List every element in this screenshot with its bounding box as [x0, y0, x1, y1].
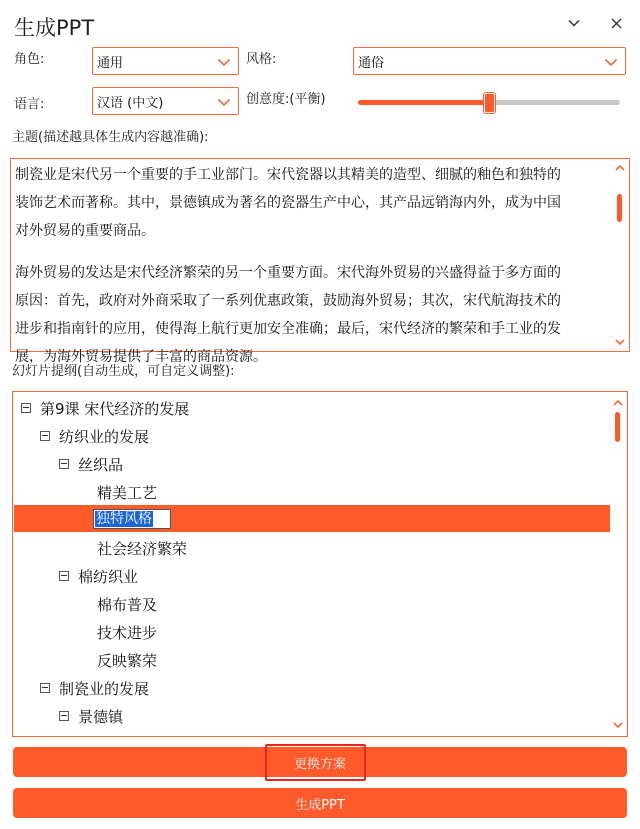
- topic-line: 进步和指南针的应用，使得海上航行更加安全准确；最后，宋代经济的繁荣和手工业的发: [15, 321, 561, 337]
- tree-node-label: 丝织品: [78, 455, 124, 474]
- close-button[interactable]: [605, 12, 627, 34]
- creativity-slider-fill: [358, 100, 489, 105]
- creativity-label: 创意度:(平衡): [246, 92, 326, 107]
- collapse-toggle-icon[interactable]: [59, 571, 69, 581]
- tree-node-label: 纺织业的发展: [59, 427, 150, 446]
- topic-text[interactable]: [15, 161, 611, 371]
- style-select[interactable]: [353, 47, 626, 75]
- generate-ppt-button[interactable]: 生成PPT: [13, 788, 627, 818]
- outline-scrollbar[interactable]: [611, 394, 625, 734]
- window-title: 生成PPT: [14, 16, 95, 40]
- role-select[interactable]: [92, 47, 239, 75]
- topic-scroll-thumb[interactable]: [617, 194, 622, 222]
- tree-node-label: 精美工艺: [97, 483, 158, 502]
- collapse-toggle-icon[interactable]: [40, 431, 50, 441]
- outline-label: 幻灯片提纲(自动生成，可自定义调整):: [12, 364, 235, 379]
- creativity-slider-thumb[interactable]: [484, 93, 495, 113]
- tree-node[interactable]: [21, 394, 189, 422]
- role-label: 角色:: [14, 52, 45, 67]
- tree-node[interactable]: [59, 450, 123, 478]
- topic-label: 主题(描述越具体生成内容越准确):: [12, 130, 209, 145]
- collapse-toggle-icon[interactable]: [59, 459, 69, 469]
- topic-line: 海外贸易的发达是宋代经济繁荣的另一个重要方面。宋代海外贸易的兴盛得益于多方面的: [15, 265, 561, 281]
- chevron-up-icon: [614, 163, 626, 173]
- topic-scrollbar[interactable]: [613, 161, 627, 349]
- tree-node[interactable]: [97, 534, 187, 562]
- tree-node[interactable]: [59, 562, 138, 590]
- outline-tree[interactable]: [12, 391, 628, 737]
- tree-node-edit-input[interactable]: [93, 509, 171, 529]
- topic-textarea[interactable]: [10, 158, 630, 365]
- collapse-toggle-icon[interactable]: [59, 711, 69, 721]
- tree-node[interactable]: [40, 674, 149, 702]
- style-label: 风格:: [246, 52, 277, 67]
- tree-node-label: 棉布普及: [97, 595, 158, 614]
- highlight-box: [265, 744, 366, 781]
- collapse-toggle-icon[interactable]: [21, 403, 31, 413]
- language-value: 汉语 (中文): [97, 95, 164, 111]
- language-label: 语言:: [14, 97, 45, 112]
- topic-line: 装饰艺术而著称。其中，景德镇成为著名的瓷器生产中心，其产品远销海内外，成为中国: [15, 195, 561, 211]
- change-plan-button[interactable]: 更换方案: [13, 747, 627, 777]
- topic-line: 对外贸易的重要商品。: [15, 223, 155, 239]
- chevron-down-icon: [612, 720, 624, 730]
- role-value: 通用: [97, 55, 124, 71]
- chevron-up-icon: [612, 398, 624, 408]
- outline-scroll-thumb[interactable]: [615, 412, 620, 442]
- topic-line: 制瓷业是宋代另一个重要的手工业部门。宋代瓷器以其精美的造型、细腻的釉色和独特的: [15, 167, 561, 183]
- chevron-down-icon: [567, 16, 581, 30]
- tree-node[interactable]: [97, 618, 157, 646]
- tree-node-label: 技术进步: [97, 623, 158, 642]
- tree-node[interactable]: [97, 646, 157, 674]
- tree-node[interactable]: [97, 478, 157, 506]
- tree-node-edit-text: 独特风格: [96, 511, 152, 527]
- chevron-down-icon: [614, 337, 626, 347]
- collapse-toggle-icon[interactable]: [40, 683, 50, 693]
- tree-node-label: 第9课 宋代经济的发展: [40, 399, 190, 418]
- tree-node[interactable]: [59, 702, 123, 730]
- tree-node-label: 棉纺织业: [78, 567, 139, 586]
- chevron-down-icon: [603, 54, 619, 70]
- tree-node[interactable]: [97, 590, 157, 618]
- style-value: 通俗: [358, 55, 385, 71]
- tree-node-label: 社会经济繁荣: [97, 539, 188, 558]
- close-icon: [610, 17, 623, 30]
- topic-line: 展，为海外贸易提供了丰富的商品资源。: [15, 349, 267, 365]
- tree-node-label: 反映繁荣: [97, 651, 158, 670]
- chevron-down-icon: [216, 94, 232, 110]
- collapse-button[interactable]: [563, 12, 585, 34]
- tree-node-label: 制瓷业的发展: [59, 679, 150, 698]
- tree-node-label: 景德镇: [78, 707, 124, 726]
- tree-node[interactable]: [40, 422, 149, 450]
- language-select[interactable]: [92, 87, 239, 115]
- topic-line: 原因：首先，政府对外商采取了一系列优惠政策，鼓励海外贸易；其次，宋代航海技术的: [15, 293, 561, 309]
- chevron-down-icon: [216, 54, 232, 70]
